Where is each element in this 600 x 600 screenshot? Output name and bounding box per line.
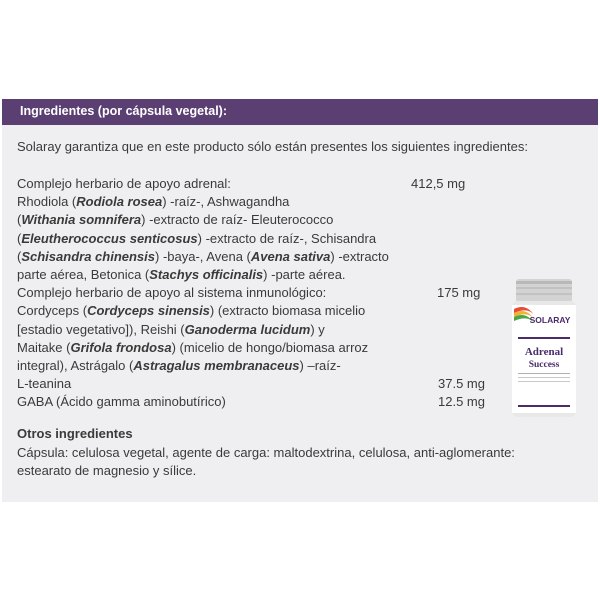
botanical-name: Cordyceps sinensis <box>87 303 210 319</box>
ingredient-text: ) -extracto de raíz-, Schisandra <box>197 230 377 246</box>
bottle-name-line2: Success <box>528 360 560 370</box>
ingredient-text: ) -raíz-, Ashwagandha <box>162 194 290 210</box>
ingredient-text: ) -extracto <box>330 248 389 264</box>
ingredient-text: Complejo herbario de apoyo al sistema inmunológico: <box>17 285 327 301</box>
ingredient-amount: 175 mg <box>437 285 481 301</box>
ingredients-panel <box>2 99 598 502</box>
ingredient-line <box>17 175 487 193</box>
ingredient-text: integral), Astrágalo ( <box>17 357 134 373</box>
ingredient-text: ) –raíz- <box>299 357 341 373</box>
ingredient-line <box>17 248 487 266</box>
ingredient-text: Maitake ( <box>17 339 71 355</box>
ingredient-line <box>17 357 487 375</box>
botanical-name: Withania somnifera <box>21 212 142 228</box>
ingredient-text: Complejo herbario de apoyo adrenal: <box>17 176 231 191</box>
ingredient-text: ) (micelio de hongo/biomasa arroz <box>171 339 369 355</box>
ingredient-amount: 412,5 mg <box>411 176 466 191</box>
ingredient-text: parte aérea, Betonica ( <box>17 266 150 282</box>
header-title: Ingredientes (por cápsula vegetal): <box>20 104 227 118</box>
product-bottle-image <box>504 279 584 419</box>
botanical-name: Schisandra chinensis <box>21 248 156 264</box>
ingredient-line <box>17 302 487 320</box>
ingredient-line <box>17 211 487 229</box>
ingredient-text: ( <box>17 212 22 228</box>
botanical-name: Rodiola rosea <box>76 194 163 210</box>
panel-header <box>2 99 598 125</box>
ingredient-line <box>17 230 487 248</box>
ingredient-text: ) y <box>310 321 325 337</box>
ingredient-amount: 12.5 mg <box>438 394 485 410</box>
ingredient-line <box>17 284 487 302</box>
ingredient-line <box>17 393 487 411</box>
ingredient-text: ) (extracto biomasa micelio <box>209 303 366 319</box>
botanical-name: Stachys officinalis <box>149 266 264 282</box>
ingredient-line <box>17 266 487 284</box>
ingredient-text: ( <box>17 248 22 264</box>
ingredient-line <box>17 375 487 393</box>
ingredient-text: L-teanina <box>17 376 72 392</box>
ingredient-line <box>17 339 487 357</box>
ingredient-text: Cordyceps ( <box>17 303 88 319</box>
ingredient-text: Rhodiola ( <box>17 194 77 210</box>
ingredient-line <box>17 193 487 211</box>
ingredient-text: GABA (Ácido gamma aminobutírico) <box>17 394 226 410</box>
ingredient-text: ( <box>17 230 22 246</box>
ingredient-line <box>17 321 487 339</box>
others-text: Cápsula: celulosa vegetal, agente de carga: maltodextrina, celulosa, anti-aglomerante: estearato de magnesio y sílice. <box>17 445 515 479</box>
ingredient-text: ) -extracto de raíz- Eleuterococco <box>141 212 334 228</box>
botanical-name: Grifola frondosa <box>70 339 172 355</box>
ingredient-text: ) -parte aérea. <box>263 266 346 282</box>
intro-text: Solaray garantiza que en este producto sólo están presentes los siguientes ingredientes: <box>17 139 528 154</box>
botanical-name: Ganoderma lucidum <box>184 321 311 337</box>
ingredient-amount: 37.5 mg <box>438 376 485 392</box>
others-title: Otros ingredientes <box>17 426 133 441</box>
bottle-brand: SOLARAY <box>529 315 571 325</box>
ingredient-text: [estadio vegetativo]), Reishi ( <box>17 321 185 337</box>
botanical-name: Eleutherococcus senticosus <box>21 230 198 246</box>
bottle-name-line1: Adrenal <box>524 346 564 358</box>
ingredient-text: ) -baya-, Avena ( <box>155 248 251 264</box>
botanical-name: Avena sativa <box>250 248 331 264</box>
botanical-name: Astragalus membranaceus <box>133 357 300 373</box>
ingredients-list <box>17 175 487 411</box>
